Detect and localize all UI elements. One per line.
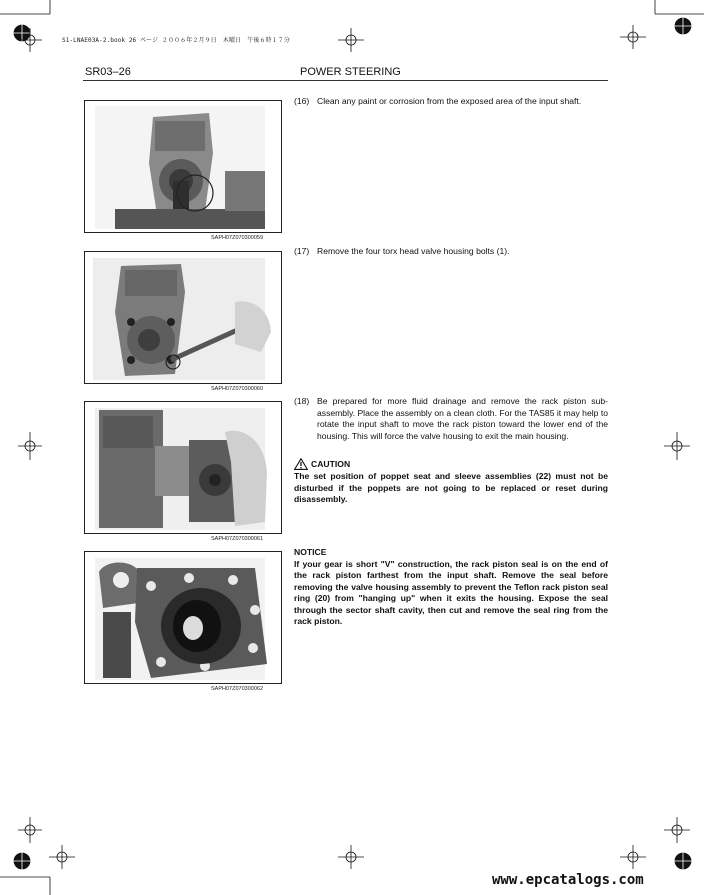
figure-caption: SAPH07Z070300060 bbox=[211, 386, 263, 392]
header-rule bbox=[83, 80, 608, 81]
crosshair-bottom-center bbox=[338, 845, 364, 869]
registration-mark-bottom-left bbox=[10, 849, 34, 873]
crosshair-bottom-left-inner bbox=[49, 845, 75, 869]
crosshair-top-center bbox=[338, 28, 364, 52]
notice-text: If your gear is short "V" construction, the rack piston seal is on the end of the rack piston farthest from the input shaft. Remove the seal before removing the valve housing assembly to prevent the Teflon rack piston seal ring (20) from "hanging up" when it exits the housing. Expose the seal through the sector shaft cavity, then cut and remove the seal ring from the rack piston. bbox=[294, 558, 608, 626]
crosshair-bottom-right bbox=[620, 845, 646, 869]
caution-block bbox=[294, 458, 608, 506]
step-17 bbox=[294, 246, 608, 270]
figure-caption: SAPH07Z070300061 bbox=[211, 536, 263, 542]
photo-steering-gear-input-shaft bbox=[85, 101, 281, 232]
step-text: Clean any paint or corrosion from the exposed area of the input shaft. bbox=[317, 96, 582, 106]
figure-photo-input-shaft bbox=[84, 100, 282, 241]
figure-photo-rack-piston-removal bbox=[84, 401, 282, 542]
crosshair-bottom-left bbox=[18, 817, 42, 843]
step-number: (16) bbox=[294, 96, 310, 106]
step-18 bbox=[294, 396, 608, 456]
step-text: Be prepared for more fluid drainage and remove the rack piston sub-assembly. Place the assembly on a clean cloth. For the TAS85 it may help to rotate the input shaft to move the rack piston toward the lower end of the housing. This will force the valve housing to exit the main housing. bbox=[317, 396, 608, 441]
notice-label: NOTICE bbox=[294, 547, 327, 557]
watermark-url: www.epcatalogs.com bbox=[492, 872, 644, 888]
page-number: SR03–26 bbox=[85, 66, 131, 78]
caution-text: The set position of poppet seat and sleeve assemblies (22) must not be disturbed if the poppets are not going to be replaced or reset during disassembly. bbox=[294, 471, 608, 504]
crosshair-bottom-right-outer bbox=[664, 817, 690, 843]
caution-heading bbox=[294, 458, 608, 470]
step-text: Remove the four torx head valve housing bolts (1). bbox=[317, 246, 510, 256]
step-number: (17) bbox=[294, 246, 310, 256]
figure-caption: SAPH07Z070300062 bbox=[211, 686, 263, 692]
caution-label: CAUTION bbox=[311, 459, 351, 469]
figure-photo-valve-housing-bolts bbox=[84, 251, 282, 392]
warning-triangle-icon bbox=[294, 458, 308, 470]
photo-rack-piston-sub-assembly bbox=[85, 402, 281, 533]
crosshair-top-right bbox=[620, 25, 646, 49]
figure-photo-rack-piston-seal bbox=[84, 551, 282, 692]
photo-torx-bolt-removal bbox=[85, 252, 281, 383]
registration-mark-bottom-right bbox=[671, 849, 695, 873]
notice-block bbox=[294, 547, 608, 628]
crosshair-right-middle bbox=[664, 432, 690, 460]
step-number: (18) bbox=[294, 396, 310, 406]
section-title: POWER STEERING bbox=[300, 66, 401, 78]
step-16 bbox=[294, 96, 608, 120]
registration-mark-top-right bbox=[671, 14, 695, 38]
print-info: S1-LNAE03A-2.book 26 ページ ２００６年２月９日 木曜日 午後６時１７分 bbox=[62, 37, 290, 44]
crosshair-left-middle bbox=[18, 432, 42, 460]
photo-sector-shaft-cavity bbox=[85, 552, 281, 683]
figure-caption: SAPH07Z070300059 bbox=[211, 235, 263, 241]
